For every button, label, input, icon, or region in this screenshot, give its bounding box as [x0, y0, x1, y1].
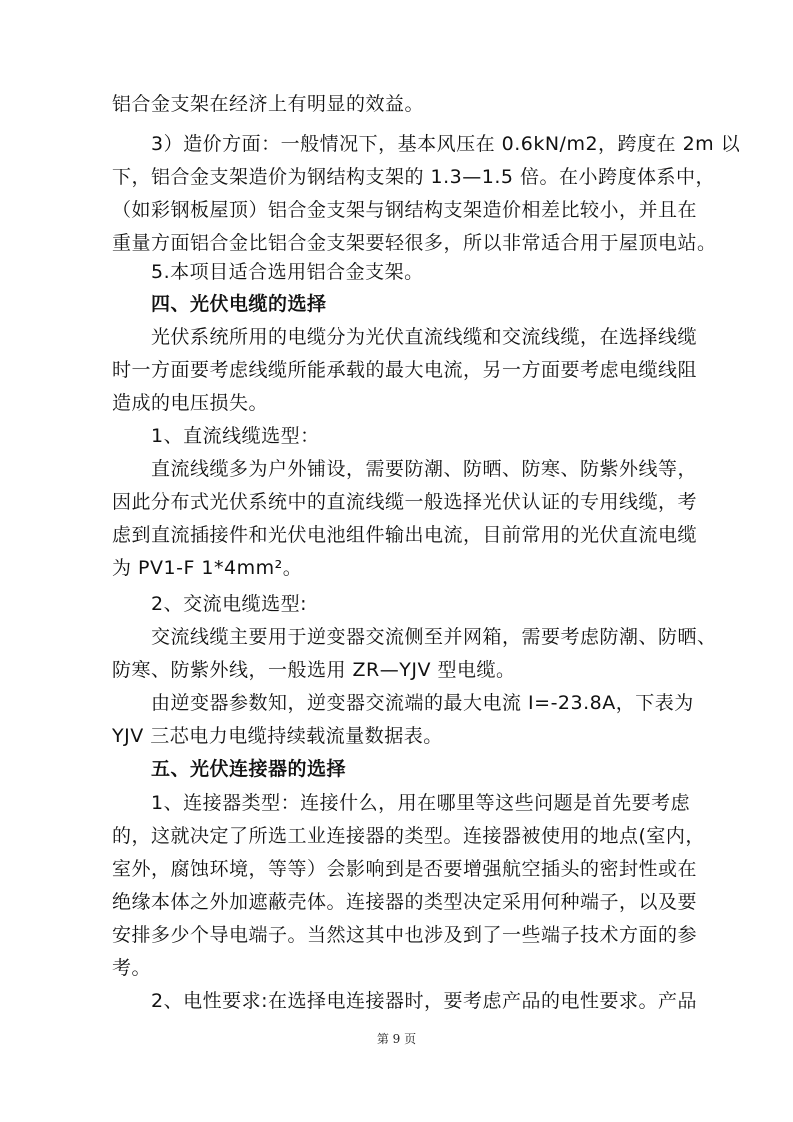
text-line: 1、直流线缆选型： [112, 425, 320, 447]
text-line: 5.本项目适合选用铝合金支架。 [112, 261, 424, 283]
text-line: 因此分布式光伏系统中的直流线缆一般选择光伏认证的专用线缆，考 [112, 491, 698, 513]
page-number: 第 9 页 [376, 1032, 417, 1046]
text-line: 重量方面铝合金比铝合金支架要轻很多，所以非常适合用于屋顶电站。 [112, 232, 717, 254]
text-line: 造成的电压损失。 [112, 392, 269, 414]
text-line: 1、连接器类型：连接什么，用在哪里等这些问题是首先要考虑 [112, 792, 691, 814]
section-heading: 五、光伏连接器的选择 [112, 758, 347, 780]
text-line: 光伏系统所用的电缆分为光伏直流线缆和交流线缆，在选择线缆 [112, 326, 698, 348]
text-line: （如彩钢板屋顶）铝合金支架与钢结构支架造价相差比较小，并且在 [112, 199, 698, 221]
text-line: 的，这就决定了所选工业连接器的类型。连接器被使用的地点(室内， [112, 825, 705, 847]
text-line: 直流线缆多为户外铺设，需要防潮、防晒、防寒、防紫外线等， [112, 458, 698, 480]
text-line: 2、电性要求:在选择电连接器时，要考虑产品的电性要求。产品 [112, 990, 697, 1012]
section-heading: 四、光伏电缆的选择 [112, 293, 327, 315]
text-line: YJV 三芯电力电缆持续载流量数据表。 [112, 725, 443, 747]
text-line: 2、交流电缆选型: [112, 593, 307, 615]
text-line: 下，铝合金支架造价为钢结构支架的 1.3—1.5 倍。在小跨度体系中， [112, 166, 716, 188]
text-line: 时一方面要考虑线缆所能承载的最大电流，另一方面要考虑电缆线阻 [112, 359, 698, 381]
text-line: 虑到直流插接件和光伏电池组件输出电流，目前常用的光伏直流电缆 [112, 524, 698, 546]
text-line: 绝缘本体之外加遮蔽壳体。连接器的类型决定采用何种端子，以及要 [112, 891, 698, 913]
text-line: 防寒、防紫外线，一般选用 ZR—YJV 型电缆。 [112, 659, 516, 681]
text-line: 安排多少个导电端子。当然这其中也涉及到了一些端子技术方面的参 [112, 924, 698, 946]
text-line: 为 PV1-F 1*4mm²。 [112, 557, 303, 579]
text-line: 由逆变器参数知，逆变器交流端的最大电流 I=-23.8A，下表为 [112, 692, 694, 714]
text-line: 3）造价方面：一般情况下，基本风压在 0.6kN/m2，跨度在 2m 以 [112, 133, 741, 155]
text-line: 考。 [112, 957, 152, 979]
text-line: 室外，腐蚀环境，等等）会影响到是否要增强航空插头的密封性或在 [112, 858, 698, 880]
text-line: 铝合金支架在经济上有明显的效益。 [112, 93, 425, 115]
text-line: 交流线缆主要用于逆变器交流侧至并网箱，需要考虑防潮、防晒、 [112, 626, 717, 648]
